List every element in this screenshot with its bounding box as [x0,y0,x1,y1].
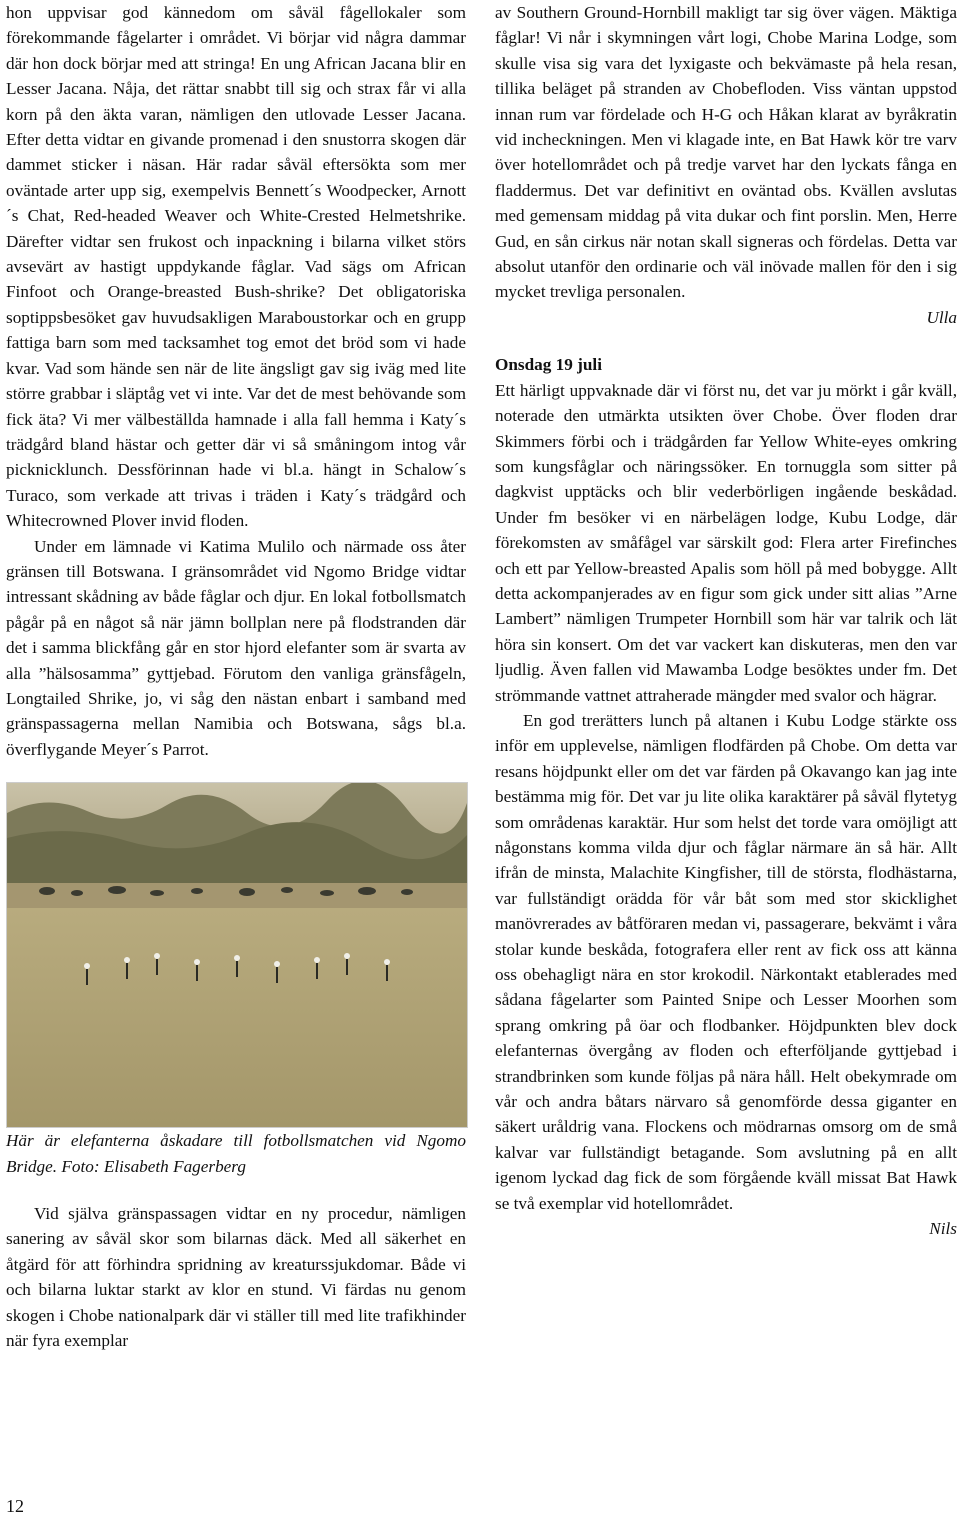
section-heading: Onsdag 19 juli [495,355,602,375]
left-column [6,0,466,1353]
photo-illustration [7,783,467,1127]
photo-caption: Här är elefanterna åskadare till fotbollsmatchen vid Ngomo Bridge. Foto: Elisabeth Fagerberg [6,1131,466,1176]
left-paragraph-3: Vid själva gränspassagen vidtar en ny procedur, nämligen sanering av såväl skor som bilarnas däck. Med all säkerhet en åtgärd för att förhindra spridning av kreaturssjukdomar. Både vi och bilarna luktar starkt av klor en stund. Vi färdas nu genom skogen i Chobe nationalpark där vi ställer till med lite trafikhinder när fyra exemplar [6,1204,466,1351]
right-column [495,0,957,1242]
right-paragraph-1: av Southern Ground-Hornbill makligt tar sig över vägen. Mäktiga fåglar! Vi når i skymningen vårt logi, Chobe Marina Lodge, som skulle visa sig vara det lyxigaste och bekvämaste på hela resan, tillika beläget på stranden av Chobefloden. Viss väntan uppstod innan rum var fördelade och H-G och Håkan klarat av byråkratin vid incheckningen. Men vi klagade inte, en Bat Hawk kör tre varv över hotellområdet och på tredje varvet har den lyckats fånga en fladdermus. Det var definitivt en oväntad obs. Kvällen avslutas med gemensam middag på vita dukar och fint porslin. Men, Herre Gud, en sån cirkus när notan skall signeras och fördelas. Detta var absolut utanför den ordinarie och väl inövade mallen för den i sig mycket trevliga personalen. [495,3,957,302]
signature-nils: Nils [929,1219,957,1239]
signature-ulla: Ulla [926,307,957,327]
right-paragraph-3: En god trerätters lunch på altanen i Kubu Lodge stärkte oss inför em upplevelse, nämligen flodfärden på Chobe. Om detta var resans höjdpunkt eller om det var färden på Okavango kan jag inte bestämma mig för. Det var ju lite olika karaktärer på såväl flytetyg som områdenas karaktär. Hur som helst det torde vara omöjligt att någonstans komma vilda djur och fåglar närmare än så här. Allt ifrån de minsta, Malachite Kingfisher, till de största, flodhästarna, var fullständigt oräddа för vår båt som med stor skicklighet manövrerades av båtföraren medan vi, passagerare, bekvämt i våra stolar kunde beskåda, fotografera eller rent av fick oss att känna oss obehagligt nära en stor krokodil. Närkontakt etablerades med sådana fågelarter som Painted Snipe och Lesser Moorhen som sprang omkring på öar och flodbanker. Höjdpunkten blev dock elefanternas övergång av floden och efterföljande gyttjebad i strandbrinken som kunde följas på nära håll. Helt obekymrade om vår och andra båtars närvaro så genomförde dessa giganter en säkert uråldrig vana. Flockens och mödrarnas omsorg om de små kalvar var fullständigt betagande. Som avslutning på en allt igenom lyckad dag fick de som förgående kväll missat Bat Hawk se två exemplar vid hotellområdet. [495,710,957,1213]
page-number: 12 [6,1496,24,1516]
elephants-football-photo [6,782,468,1128]
right-paragraph-2: Ett härligt uppvaknade där vi först nu, det var ju mörkt i går kväll, noterade den utmärkta utsikten över Chobe. Över floden drar Skimmers förbi och i trädgården far Yellow White-eyes omkring som kungsfåglar och näringssöker. En tornuggla som sitter på dagkvist upptäcks och blir vederbörligen ingående beskådad. Under fm besöker vi en närbelägen lodge, Kubu Lodge, där förekomsten av småfågel var särskilt god: Flera arter Firefinches och ett par Yellow-breasted Apalis som höll på med bobygge. Allt detta ackompanjerades av en figur som gick under sitt alias ”Arne Lambert” nämligen Trumpeter Hornbill som här var talrik och lät höra sin konsert. Om det var vackert kan diskuteras, men den var ljudlig. Även fallen vid Mawamba Lodge besöktes under fm. Det strömmande vattnet attraherade mängder med svalor och hägrar. [495,380,957,705]
left-paragraph-1: hon uppvisar god kännedom om såväl fågellokaler som förekommande fågelarter i området. Vi börjar vid några dammar där hon dock börjar med att stringa! En ung African Jacana blir en Lesser Jacana. Nåja, det rättar snabbt till sig och strax får vi alla korn på den äkta varan, nämligen den utlovade Lesser Jacana. Efter detta vidtar en givande promenad i den snustorra skogen där dammet sticker i näsan. Här radar såväl eftersökta som mer oväntade arter upp sig, exempelvis Bennett´s Woodpecker, Arnott´s Chat, Red-headed Weaver och White-Crested Helmetshrike. Därefter vidtar sen frukost och inpackning i bilarna vilket störs avsevärt av hastigt uppdykande fåglar. Vad sägs om African Finfoot och Orange-breasted Bush-shrike? Det obligatoriska soptippsbesöket gav huvudsakligen Maraboustorkar och en grupp fattiga barn som med tacksamhet tog emot det bröd som vi hade kvar. Vad som hände sen när de lite ängsligt gav sig iväg med lite större grabbar i släptåg vet vi inte. Var det de mest behövande som fick äta? Vi mer välbeställda hamnade i alla fall hemma i Katy´s trädgård bland hästar och getter där vi så småningom intog vår picknicklunch. Dessförinnan hade vi bl.a. hängt in Schalow´s Turaco, som verkade att trivas i träden i Katy´s trädgård och Whitecrowned Plover invid floden. [6,3,466,531]
left-paragraph-2: Under em lämnade vi Katima Mulilo och närmade oss åter gränsen till Botswana. I gränsområdet vid Ngomo Bridge vidtar intressant skådning av både fåglar och djur. En lokal fotbollsmatch pågår på en något så när jämn bollplan nere på flodstranden där det i samma blickfång går en stor hjord elefanter som är svarta av alla ”hälsosamma” gyttjebad. Förutom den vanliga gränsfågeln, Longtailed Shrike, jo, vi såg den nästan enbart i samband med gränspassagerna mellan Namibia och Botswana, sågs bl.a. överflygande Meyer´s Parrot. [6,536,466,759]
